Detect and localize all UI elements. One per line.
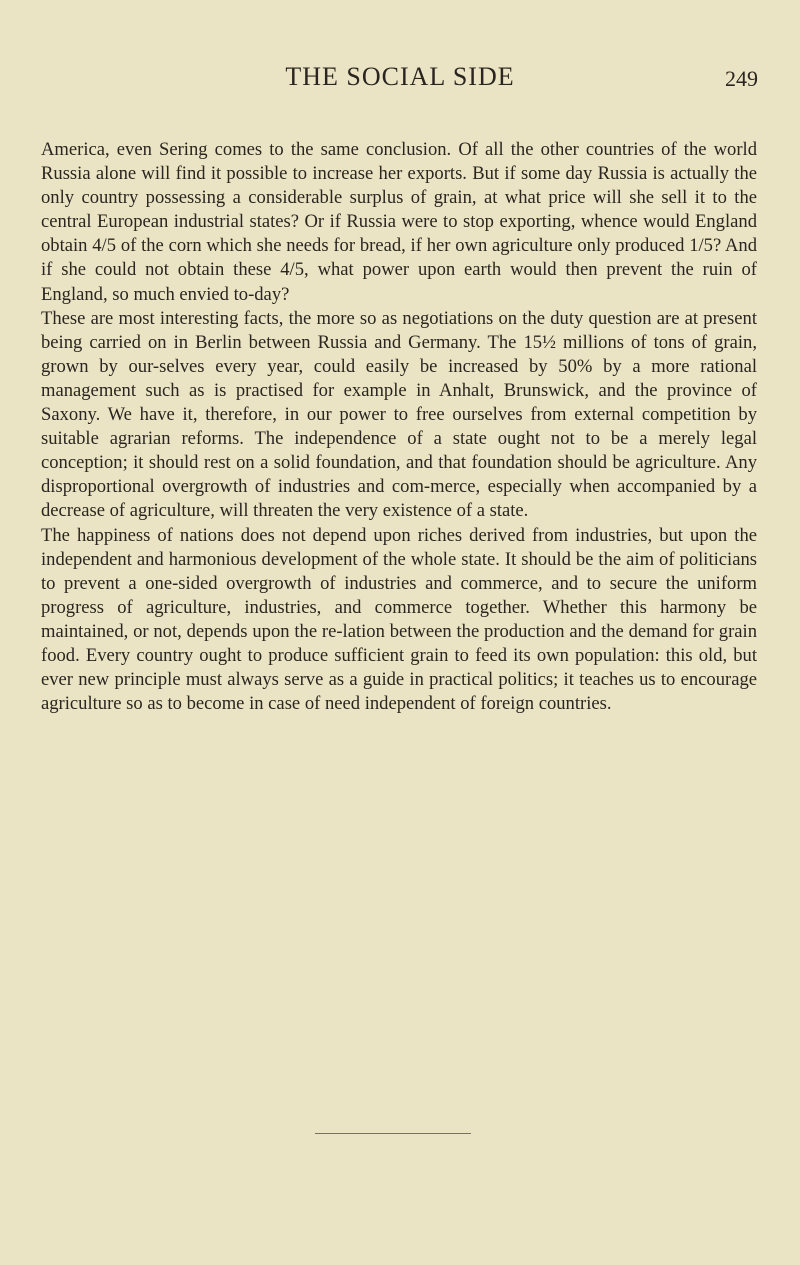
page-number: 249 [725,66,758,91]
paragraph: America, even Sering comes to the same conclusion. Of all the other countries of the world Russia alone will find it possible to increase her exports. But if some day Russia is actually the only country possessing a considerable surplus of grain, at what price will she sell it to the central European industrial states? Or if Russia were to stop exporting, whence would England obtain 4/5 of the corn which she needs for bread, if her own agriculture only produced 1/5? And if she could not obtain these 4/5, what power upon earth would then prevent the ruin of England, so much envied to-day? [41,139,757,305]
page-header [42,62,758,102]
body-text [41,138,757,716]
running-head: THE SOCIAL SIDE [285,62,515,91]
end-rule [315,1133,471,1134]
paragraph: These are most interesting facts, the more so as negotiations on the duty question are at present being carried on in Berlin between Russia and Germany. The 15½ millions of tons of grain, grown by our-selves every year, could easily be increased by 50% by a more rational management such as is practised for example in Anhalt, Brunswick, and the province of Saxony. We have it, therefore, in our power to free ourselves from external competition by suitable agrarian reforms. The independence of a state ought not to be a merely legal conception; it should rest on a solid foundation, and that foundation should be agriculture. Any disproportional overgrowth of industries and com-merce, especially when accompanied by a decrease of agriculture, will threaten the very existence of a state. [41,307,757,522]
paragraph: The happiness of nations does not depend upon riches derived from industries, but upon the independent and harmonious development of the whole state. It should be the aim of politicians to prevent a one-sided overgrowth of industries and commerce, and to secure the uniform progress of agriculture, industries, and commerce together. Whether this harmony be maintained, or not, depends upon the re-lation between the production and the demand for grain food. Every country ought to produce sufficient grain to feed its own population: this old, but ever new principle must always serve as a guide in practical politics; it teaches us to encourage agriculture so as to become in case of need independent of foreign countries. [41,524,757,715]
